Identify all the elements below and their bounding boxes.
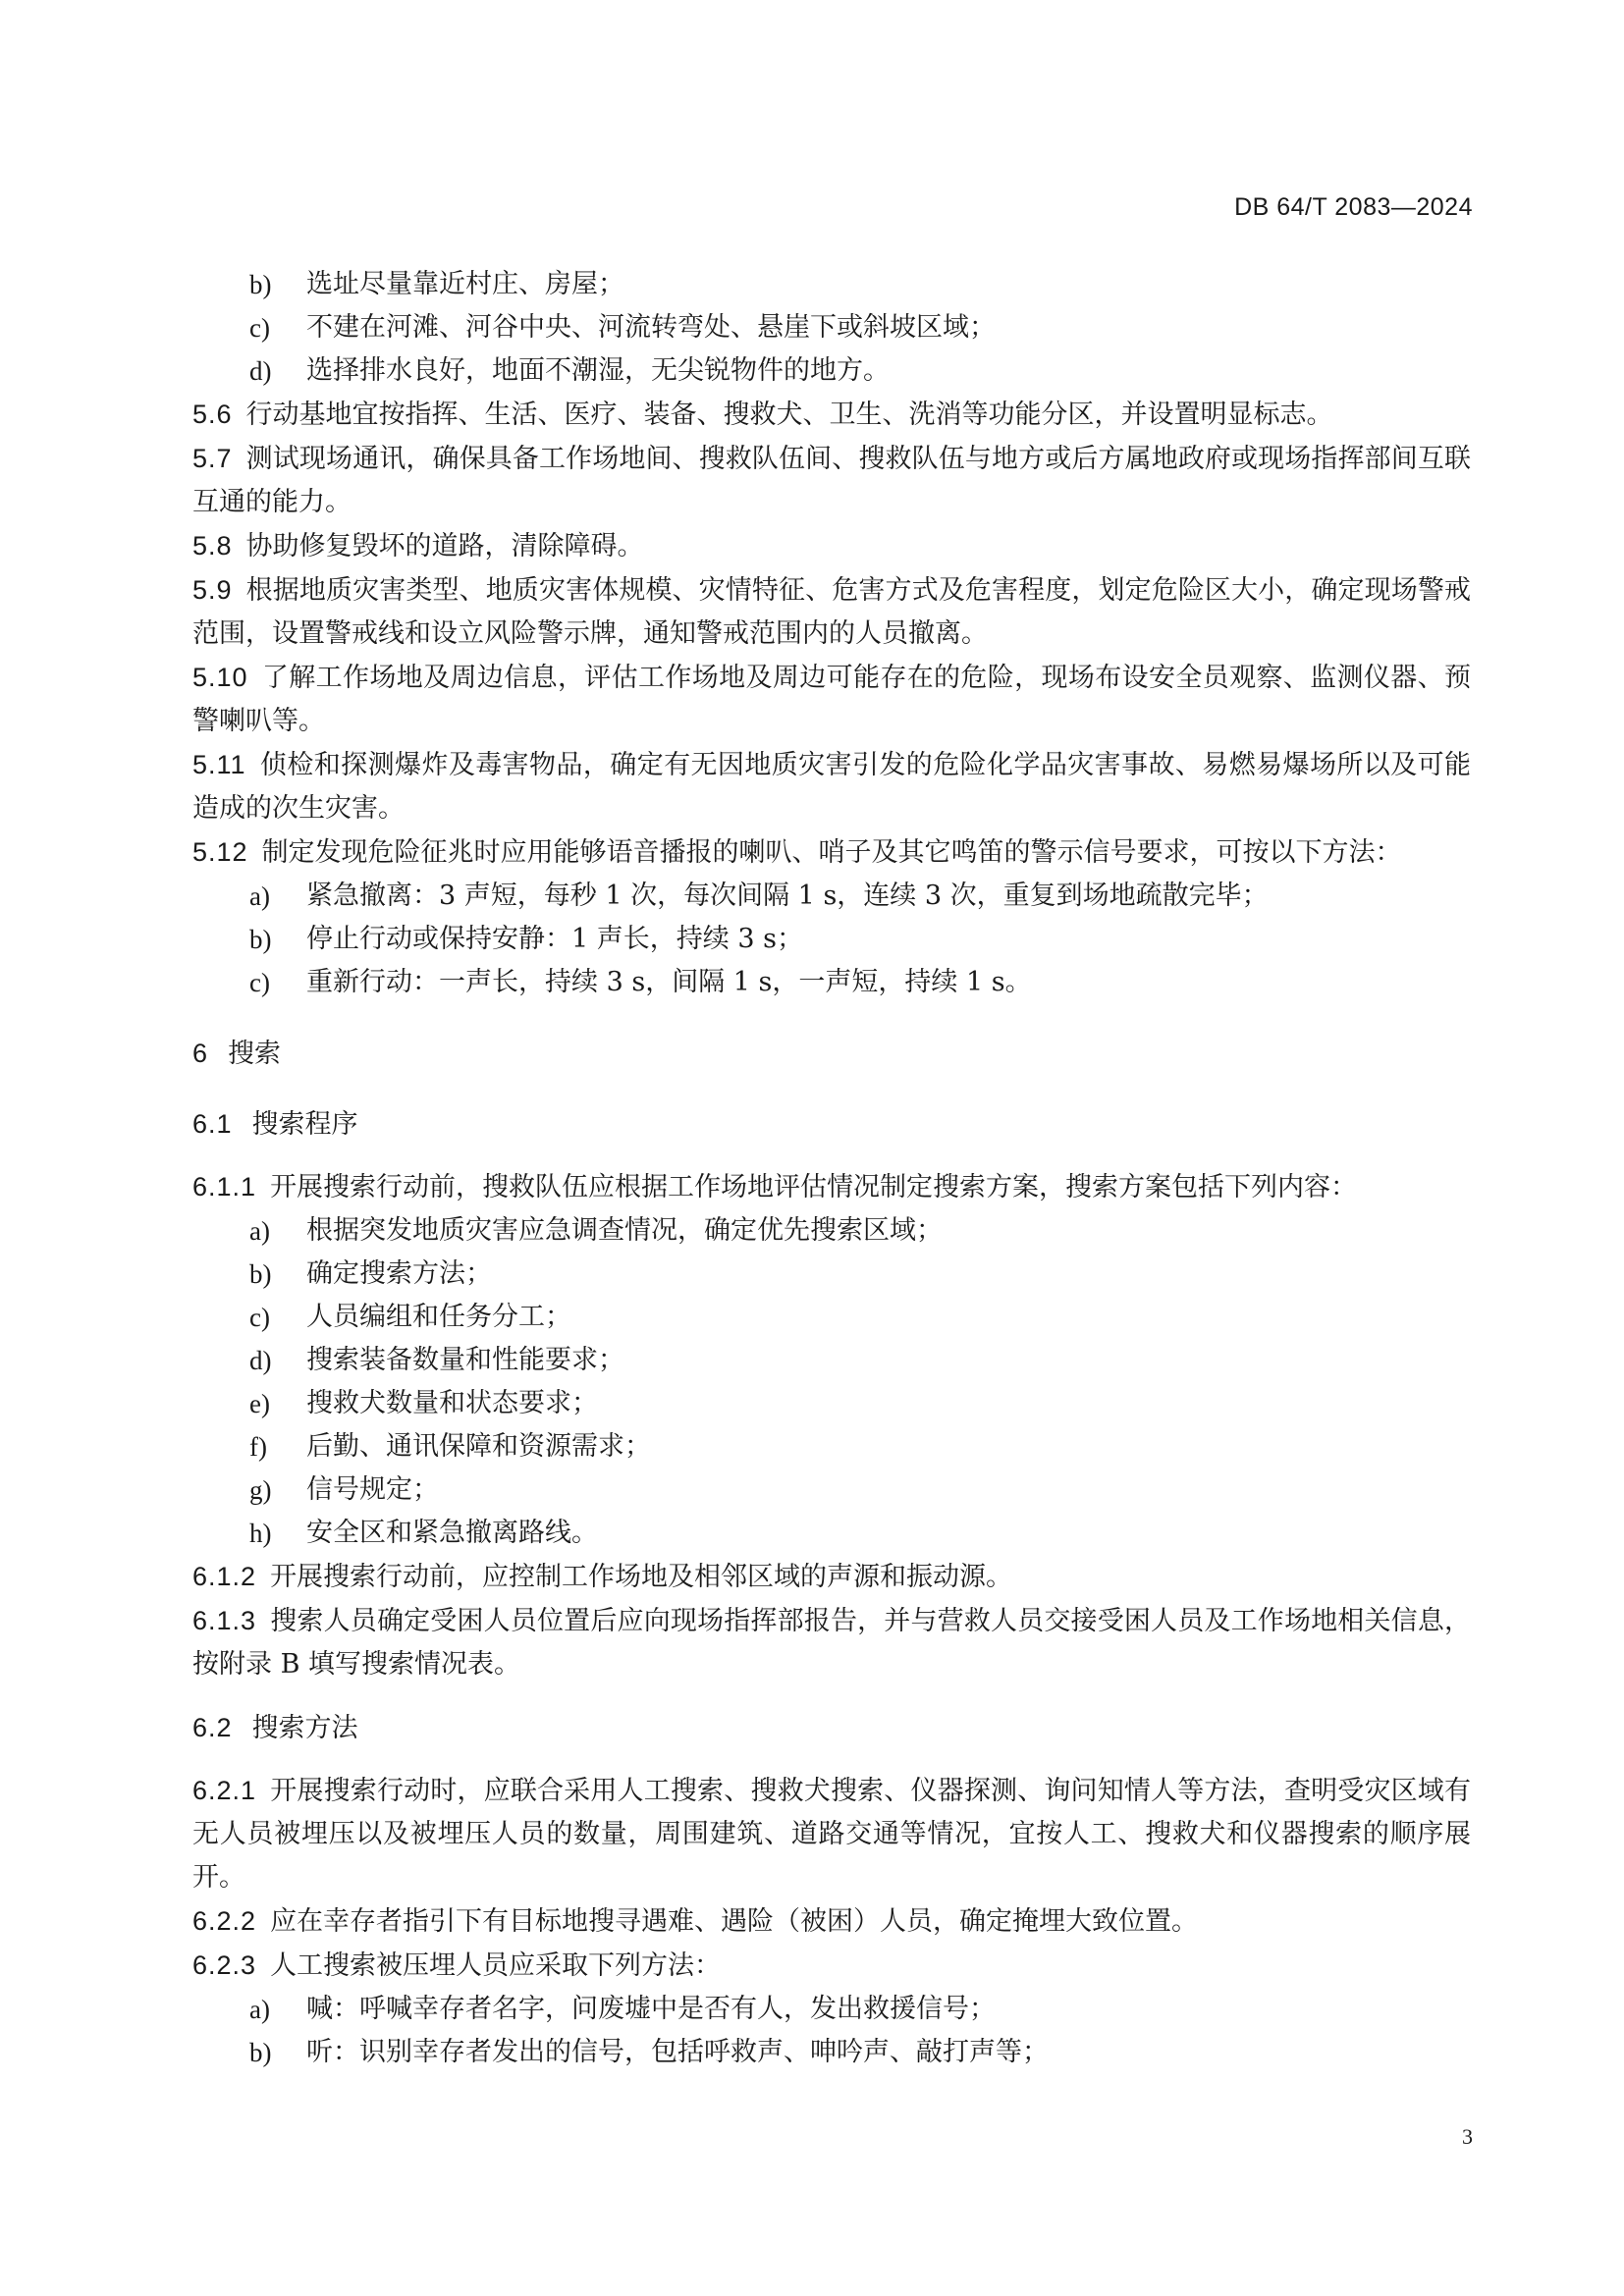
clause-text: 开展搜索行动前，搜救队伍应根据工作场地评估情况制定搜索方案，搜索方案包括下列内容： [270, 1172, 1358, 1202]
document-body [192, 263, 1471, 2074]
standard-code: DB 64/T 2083—2024 [1234, 193, 1473, 221]
list-item-text: 后勤、通讯保障和资源需求； [306, 1431, 651, 1462]
list-item-text: 搜索装备数量和性能要求； [306, 1345, 624, 1375]
clause-text: 搜索人员确定受困人员位置后应向现场指挥部报告，并与营救人员交接受困人员及工作场地相关信息，按附录 B 填写搜索情况表。 [192, 1606, 1471, 1680]
list-item-label: a) [249, 1216, 270, 1246]
list-item-label: b) [249, 270, 272, 299]
clause-number: 5.12 [192, 837, 248, 867]
clause-number: 5.10 [192, 663, 248, 692]
list-item-text: 重新行动：一声长，持续 3 s，间隔 1 s，一声短，持续 1 s。 [306, 967, 1032, 997]
clause-number: 6.2.2 [192, 1906, 257, 1936]
page-number: 3 [1462, 2124, 1473, 2149]
list-item-text: 搜救犬数量和状态要求； [306, 1388, 598, 1418]
clause-text: 测试现场通讯，确保具备工作场地间、搜救队伍间、搜救队伍与地方或后方属地政府或现场指挥部间互联互通的能力。 [192, 444, 1471, 517]
clause-text: 应在幸存者指引下有目标地搜寻遇难、遇险（被困）人员，确定掩埋大致位置。 [270, 1906, 1199, 1937]
clause-5-10 [192, 656, 1471, 743]
clause-5-6 [192, 393, 1471, 437]
list-item-text: 信号规定； [306, 1474, 439, 1505]
clause-6-1-2 [192, 1555, 1471, 1599]
list-item-text: 不建在河滩、河谷中央、河流转弯处、悬崖下或斜坡区域； [306, 312, 996, 343]
list-item-label: b) [249, 925, 272, 954]
chapter-title: 搜索 [228, 1039, 282, 1068]
clause-text: 协助修复毁坏的道路，清除障碍。 [245, 531, 644, 561]
clause-text: 行动基地宜按指挥、生活、医疗、装备、搜救犬、卫生、洗消等功能分区，并设置明显标志。 [245, 400, 1333, 430]
list-item-label: g) [249, 1475, 272, 1505]
list-item-label: d) [249, 356, 272, 386]
chapter-heading [192, 1032, 1471, 1075]
list-item [249, 961, 1471, 1004]
clause-text: 制定发现危险征兆时应用能够语音播报的喇叭、哨子及其它鸣笛的警示信号要求，可按以下方法： [261, 837, 1402, 868]
list-item-label: c) [249, 1303, 270, 1332]
list-item [249, 306, 1471, 349]
clause-5-8 [192, 524, 1471, 568]
clause-6-2-2 [192, 1899, 1471, 1944]
clause-number: 6.2.1 [192, 1776, 257, 1805]
clause-number: 5.8 [192, 531, 233, 561]
clause-text: 开展搜索行动前，应控制工作场地及相邻区域的声源和振动源。 [270, 1562, 1013, 1592]
list-item [249, 1209, 1471, 1253]
list-item [249, 263, 1471, 306]
section-number: 6.2 [192, 1713, 233, 1742]
clause-number: 5.7 [192, 444, 233, 473]
list-item-label: c) [249, 313, 270, 343]
list-item-text: 停止行动或保持安静：1 声长，持续 3 s； [306, 924, 803, 954]
list-item-text: 根据突发地质灾害应急调查情况，确定优先搜索区域； [306, 1215, 943, 1246]
list-item-label: b) [249, 1259, 272, 1289]
clause-6-1-1 [192, 1165, 1471, 1209]
list-item [249, 918, 1471, 961]
section-title: 搜索程序 [251, 1109, 358, 1139]
list-item-text: 选择排水良好，地面不潮湿，无尖锐物件的地方。 [306, 355, 890, 386]
list-item [249, 1253, 1471, 1296]
chapter-number: 6 [192, 1039, 209, 1068]
list-item-label: c) [249, 968, 270, 997]
clause-text: 根据地质灾害类型、地质灾害体规模、灾情特征、危害方式及危害程度，划定危险区大小，确定现场警戒范围，设置警戒线和设立风险警示牌，通知警戒范围内的人员撤离。 [192, 575, 1471, 649]
clause-number: 6.2.3 [192, 1950, 257, 1980]
list-item [249, 1512, 1471, 1555]
clause-5-12 [192, 830, 1471, 875]
clause-6-2-3 [192, 1944, 1471, 1988]
list-item-label: d) [249, 1346, 272, 1375]
list-item-label: a) [249, 1995, 270, 2024]
list-item-text: 听：识别幸存者发出的信号，包括呼救声、呻吟声、敲打声等； [306, 2037, 1049, 2067]
list-item-text: 喊：呼喊幸存者名字，问废墟中是否有人，发出救援信号； [306, 1994, 996, 2024]
clause-5-9 [192, 568, 1471, 656]
clause-number: 6.1.3 [192, 1606, 257, 1635]
list-item-text: 确定搜索方法； [306, 1258, 492, 1289]
list-item-label: e) [249, 1389, 270, 1418]
clause-number: 5.6 [192, 400, 233, 429]
list-item [249, 1425, 1471, 1468]
list-item [249, 1988, 1471, 2031]
clause-5-7 [192, 437, 1471, 524]
section-heading [192, 1102, 1471, 1146]
list-item-text: 紧急撤离：3 声短，每秒 1 次，每次间隔 1 s，连续 3 次，重复到场地疏散完毕； [306, 881, 1269, 911]
list-item-label: a) [249, 881, 270, 911]
list-item [249, 1296, 1471, 1339]
list-item-text: 人员编组和任务分工； [306, 1302, 571, 1332]
list-item [249, 1339, 1471, 1382]
clause-text: 了解工作场地及周边信息，评估工作场地及周边可能存在的危险，现场布设安全员观察、监测仪器、预警喇叭等。 [192, 663, 1471, 736]
list-item [249, 1468, 1471, 1512]
clause-number: 6.1.1 [192, 1172, 257, 1201]
clause-text: 人工搜索被压埋人员应采取下列方法： [270, 1950, 722, 1981]
list-item [249, 1382, 1471, 1425]
clause-number: 5.9 [192, 575, 233, 605]
list-item-text: 安全区和紧急撤离路线。 [306, 1518, 598, 1548]
clause-number: 6.1.2 [192, 1562, 257, 1591]
section-title: 搜索方法 [251, 1713, 358, 1742]
list-item [249, 2031, 1471, 2074]
clause-text: 侦检和探测爆炸及毒害物品，确定有无因地质灾害引发的危险化学品灾害事故、易燃易爆场所以及可能造成的次生灾害。 [192, 750, 1471, 824]
clause-5-11 [192, 743, 1471, 830]
list-item-label: h) [249, 1519, 272, 1548]
list-item-label: b) [249, 2038, 272, 2067]
list-item [249, 875, 1471, 918]
section-heading [192, 1706, 1471, 1749]
section-number: 6.1 [192, 1109, 233, 1139]
clause-number: 5.11 [192, 750, 246, 779]
list-item-text: 选址尽量靠近村庄、房屋； [306, 269, 624, 299]
clause-6-1-3 [192, 1599, 1471, 1686]
list-item-label: f) [249, 1432, 267, 1462]
clause-text: 开展搜索行动时，应联合采用人工搜索、搜救犬搜索、仪器探测、询问知情人等方法，查明受灾区域有无人员被埋压以及被埋压人员的数量，周围建筑、道路交通等情况，宜按人工、搜救犬和仪器搜索的顺序展开。 [192, 1776, 1471, 1893]
clause-6-2-1 [192, 1769, 1471, 1899]
list-item [249, 349, 1471, 393]
